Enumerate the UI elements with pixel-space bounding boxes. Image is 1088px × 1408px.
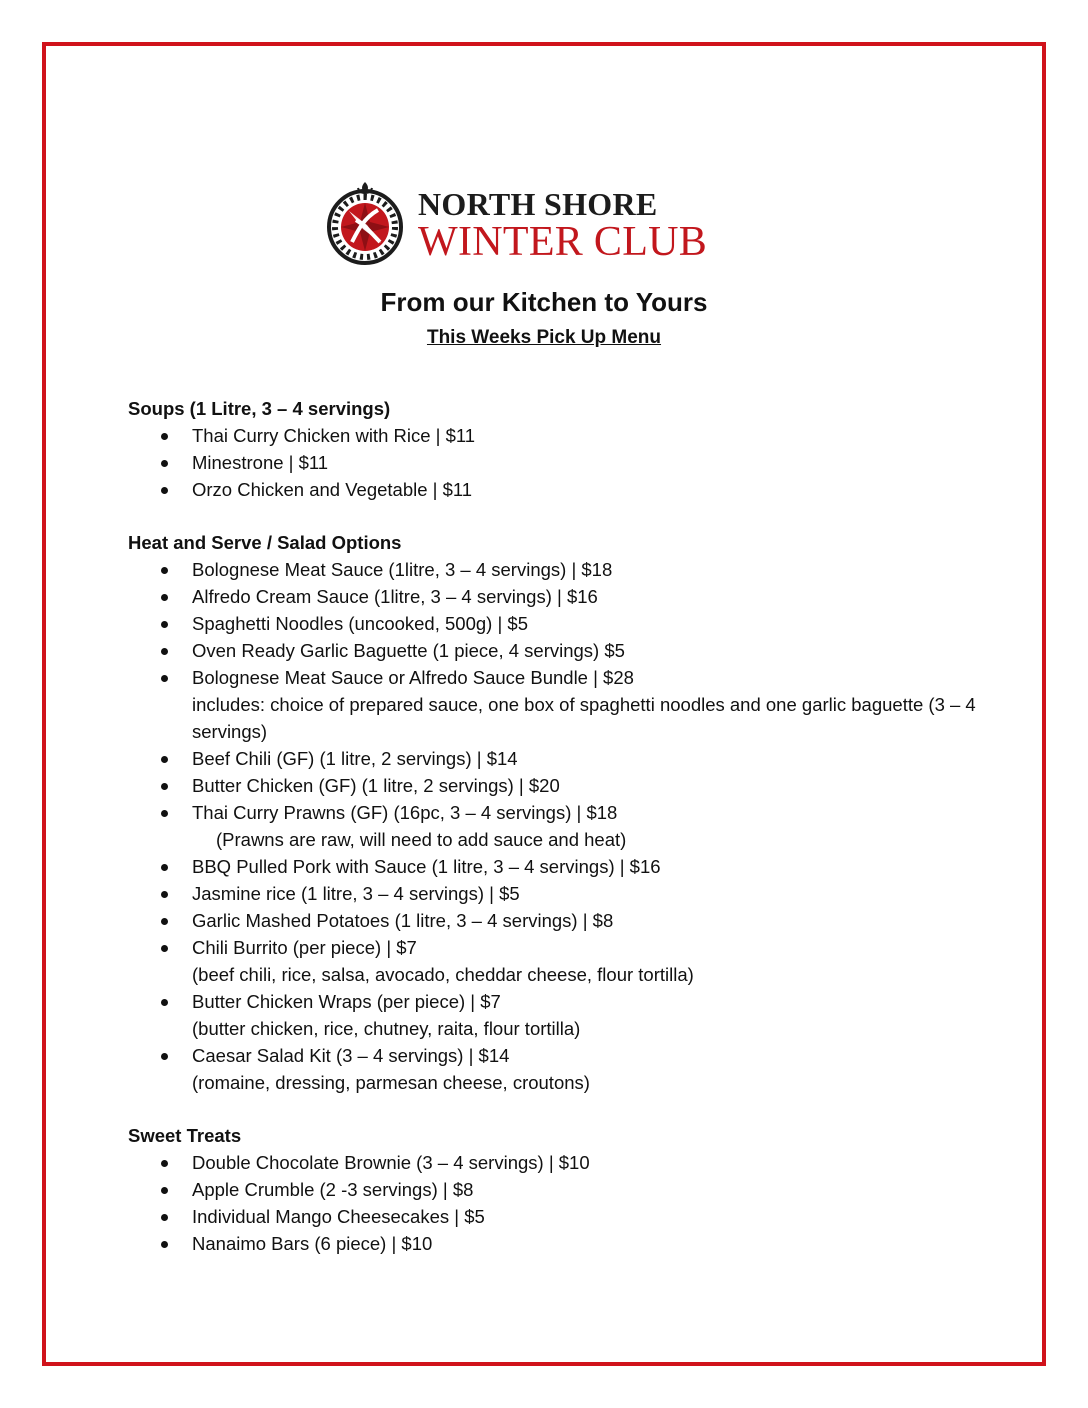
list-item — [128, 1042, 988, 1096]
item-text: Oven Ready Garlic Baguette (1 piece, 4 servings) $5 — [192, 640, 625, 661]
item-text: Minestrone | $11 — [192, 452, 329, 473]
list-item — [128, 988, 988, 1042]
page-title: From our Kitchen to Yours — [380, 287, 708, 317]
item-text: Chili Burrito (per piece) | $7 — [192, 937, 417, 958]
item-note: includes: choice of prepared sauce, one box of spaghetti noodles and one garlic baguette (3 – 4 servings) — [192, 694, 976, 742]
list-item — [128, 1176, 988, 1203]
list-item — [128, 1203, 988, 1230]
item-note: (romaine, dressing, parmesan cheese, croutons) — [192, 1072, 590, 1093]
list-item — [128, 853, 988, 880]
menu — [128, 395, 988, 1283]
list-item — [128, 799, 988, 853]
list-item — [128, 880, 988, 907]
menu-section-heat-and-serve — [128, 529, 988, 1096]
list-item — [128, 476, 988, 503]
menu-section-soups — [128, 395, 988, 503]
item-list — [128, 1149, 988, 1257]
item-text: Apple Crumble (2 -3 servings) | $8 — [192, 1179, 474, 1200]
item-text: Butter Chicken (GF) (1 litre, 2 servings) | $20 — [192, 775, 560, 796]
item-text: Individual Mango Cheesecakes | $5 — [192, 1206, 485, 1227]
item-text: Bolognese Meat Sauce (1litre, 3 – 4 servings) | $18 — [192, 559, 613, 580]
list-item — [128, 637, 988, 664]
item-text: Orzo Chicken and Vegetable | $11 — [192, 479, 473, 500]
brand-name-line1: NORTH SHORE — [418, 186, 658, 222]
list-item — [128, 664, 988, 745]
list-item — [128, 556, 988, 583]
list-item — [128, 583, 988, 610]
list-item — [128, 934, 988, 988]
item-text: BBQ Pulled Pork with Sauce (1 litre, 3 – 4 servings) | $16 — [192, 856, 661, 877]
item-note: (butter chicken, rice, chutney, raita, flour tortilla) — [192, 1018, 581, 1039]
item-text: Thai Curry Chicken with Rice | $11 — [192, 425, 476, 446]
section-heading: Soups (1 Litre, 3 – 4 servings) — [128, 398, 391, 419]
item-text: Double Chocolate Brownie (3 – 4 servings) | $10 — [192, 1152, 590, 1173]
club-logo — [322, 180, 782, 270]
item-text: Alfredo Cream Sauce (1litre, 3 – 4 servings) | $16 — [192, 586, 598, 607]
item-text: Thai Curry Prawns (GF) (16pc, 3 – 4 servings) | $18 — [192, 802, 618, 823]
list-item — [128, 907, 988, 934]
list-item — [128, 1230, 988, 1257]
list-item — [128, 422, 988, 449]
item-list — [128, 422, 988, 503]
item-text: Nanaimo Bars (6 piece) | $10 — [192, 1233, 433, 1254]
item-text: Jasmine rice (1 litre, 3 – 4 servings) | $5 — [192, 883, 520, 904]
item-text: Butter Chicken Wraps (per piece) | $7 — [192, 991, 501, 1012]
list-item — [128, 772, 988, 799]
item-note: (Prawns are raw, will need to add sauce and heat) — [216, 829, 627, 850]
page-subtitle: This Weeks Pick Up Menu — [426, 327, 662, 348]
item-text: Caesar Salad Kit (3 – 4 servings) | $14 — [192, 1045, 510, 1066]
compass-emblem-icon — [322, 180, 408, 266]
item-note: (beef chili, rice, salsa, avocado, cheddar cheese, flour tortilla) — [192, 964, 694, 985]
item-text: Beef Chili (GF) (1 litre, 2 servings) | $14 — [192, 748, 518, 769]
item-text: Spaghetti Noodles (uncooked, 500g) | $5 — [192, 613, 528, 634]
item-list — [128, 556, 988, 1096]
section-heading: Heat and Serve / Salad Options — [128, 532, 402, 553]
item-text: Bolognese Meat Sauce or Alfredo Sauce Bundle | $28 — [192, 667, 634, 688]
list-item — [128, 745, 988, 772]
brand-name-line2: WINTER CLUB — [418, 219, 708, 265]
item-text: Garlic Mashed Potatoes (1 litre, 3 – 4 servings) | $8 — [192, 910, 614, 931]
list-item — [128, 610, 988, 637]
list-item — [128, 1149, 988, 1176]
menu-section-sweet-treats — [128, 1122, 988, 1257]
section-heading: Sweet Treats — [128, 1125, 242, 1146]
list-item — [128, 449, 988, 476]
